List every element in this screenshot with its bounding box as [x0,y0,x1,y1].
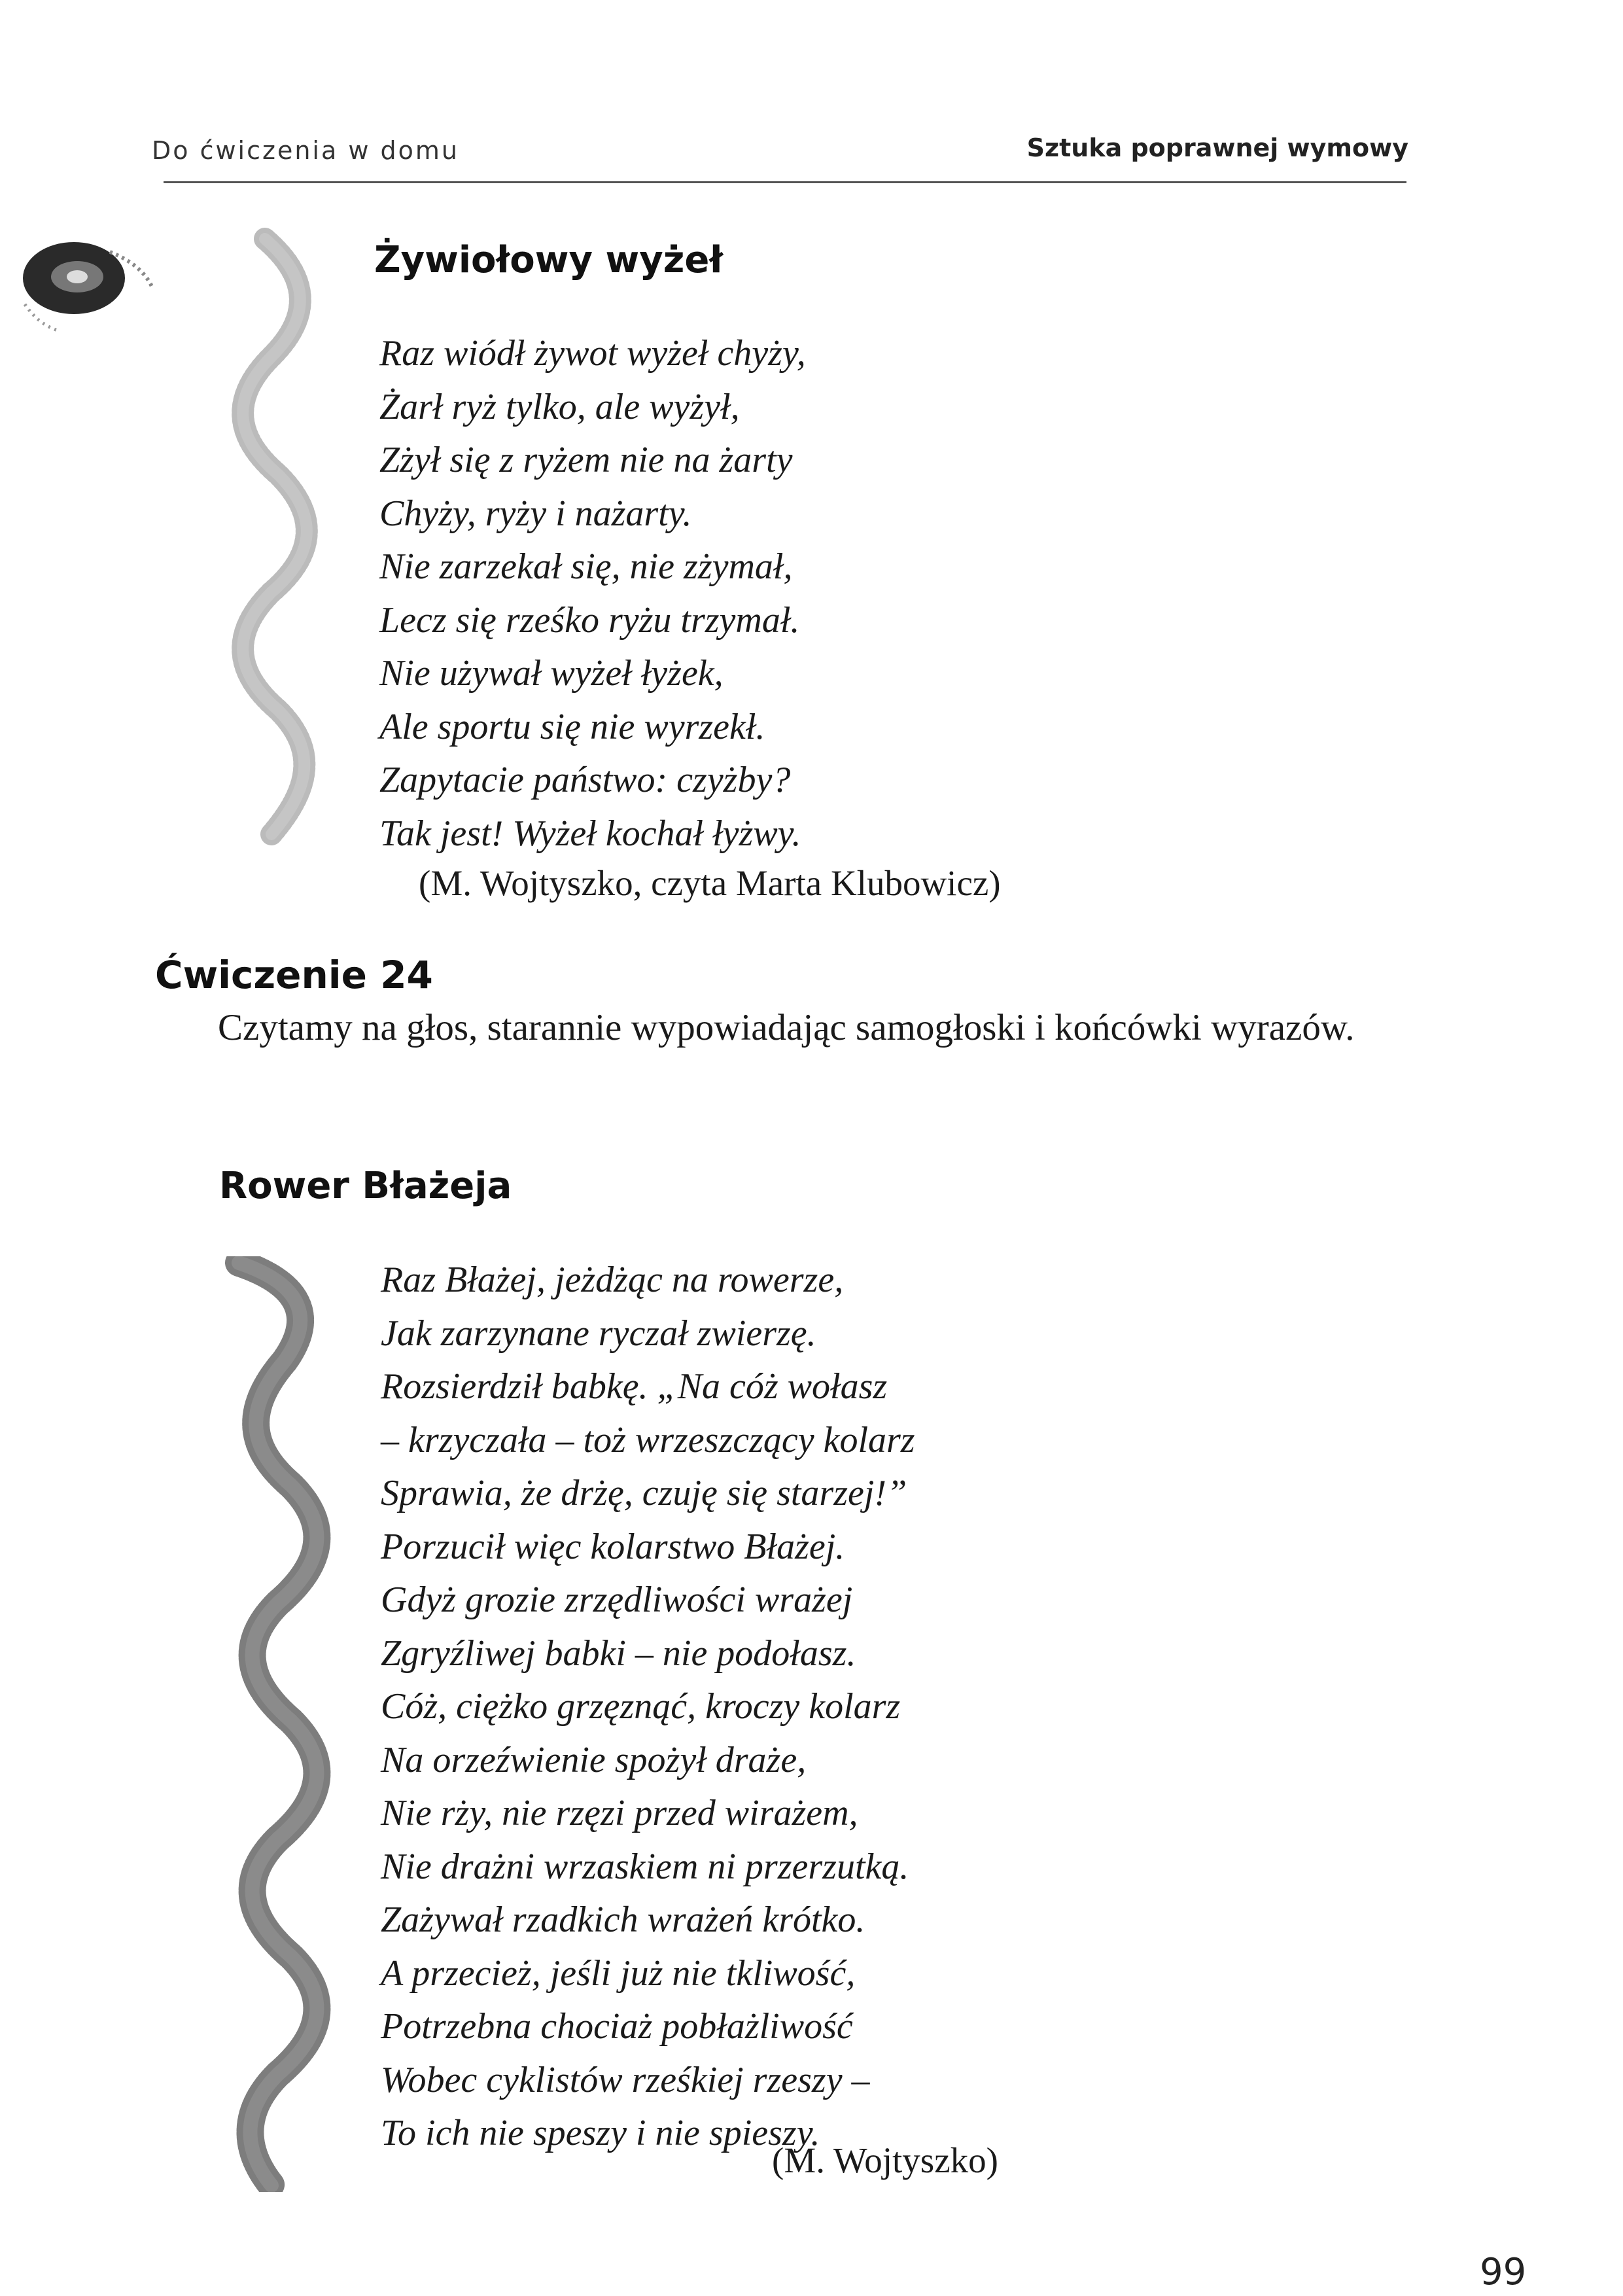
poem-line: Żarł ryż tylko, ale wyżył, [379,386,740,427]
poem-line: Jak zarzynane ryczał zwierzę. [381,1313,816,1354]
poem-title: Rower Błażeja [219,1165,512,1207]
poem-line: Zapytacie państwo: czyżby? [379,760,791,800]
poem-body [379,327,806,860]
poem-line: Nie używał wyżeł łyżek, [379,653,724,694]
poem-line: Gdyż grozie zrzędliwości wrażej [381,1580,853,1620]
exercise-title: Ćwiczenie 24 [155,953,433,997]
poem-line: Raz Błażej, jeżdżąc na rowerze, [381,1260,844,1300]
exercise-instruction: Czytamy na głos, starannie wypowiadając samogłoski i końcówki wyrazów. [218,1007,1355,1048]
poem-line: Potrzebna chociaż pobłażliwość [381,2006,853,2047]
poem-line: To ich nie speszy i nie spieszy. [381,2113,820,2153]
poem-line: Chyży, ryży i nażarty. [379,493,692,534]
poem-line: Lecz się rześko ryżu trzymał. [379,599,800,641]
poem-line: Na orzeźwienie spożył draże, [381,1739,807,1780]
running-header-right: Sztuka poprawnej wymowy [1026,133,1408,162]
header-rule [164,181,1406,185]
page-number: 99 [1480,2251,1527,2293]
poem-line: Zżył się z ryżem nie na żarty [379,440,793,480]
poem-line: A przecież, jeśli już nie tkliwość, [381,1952,856,1994]
poem-line: Raz wiódł żywot wyżeł chyży, [379,333,806,374]
poem-line: Nie drażni wrzaskiem ni przerzutką. [381,1846,909,1887]
poem-line: Ale sportu się nie wyrzekł. [379,706,765,747]
poem-line: – krzyczała – toż wrzeszczący kolarz [381,1419,915,1460]
poem-line: Zgryźliwej babki – nie podołasz. [381,1633,856,1674]
poem-line: Tak jest! Wyżeł kochał łyżwy. [379,813,801,854]
poem-line: Cóż, ciężko grzęznąć, kroczy kolarz [381,1686,901,1727]
poem-line: Rozsierdził babkę. „Na cóż wołasz [381,1366,888,1407]
wavy-decoration-icon [219,226,330,854]
poem-line: Sprawia, że drżę, czuję się starzej!” [381,1473,907,1513]
wavy-decoration-icon [219,1256,343,2192]
running-header-left: Do ćwiczenia w domu [152,136,459,165]
poem-line: Porzucił więc kolarstwo Błażej. [381,1526,845,1567]
poem-attribution: (M. Wojtyszko, czyta Marta Klubowicz) [419,863,1001,903]
cd-disc-icon [12,226,162,344]
poem-body [381,1254,915,2161]
poem-line: Nie zarzekał się, nie zżymał, [379,546,793,587]
poem-attribution: (M. Wojtyszko) [772,2140,998,2180]
poem-title: Żywiołowy wyżeł [374,239,724,281]
poem-line: Nie rży, nie rzęzi przed wirażem, [381,1793,858,1833]
poem-line: Zażywał rzadkich wrażeń krótko. [381,1899,865,1940]
poem-line: Wobec cyklistów rześkiej rzeszy – [381,2059,870,2100]
